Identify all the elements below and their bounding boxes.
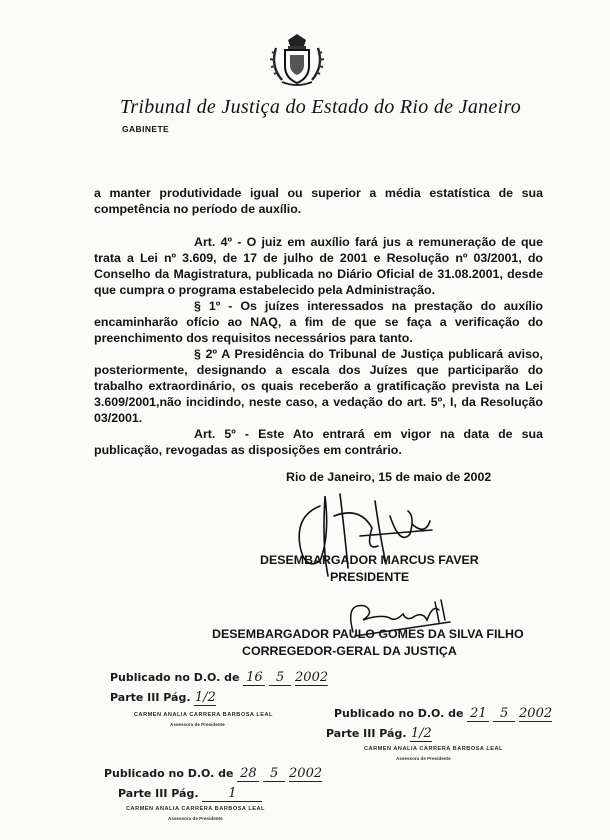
stamp-2-page-label: Parte III Pág. [326,727,407,740]
date-line: Rio de Janeiro, 15 de maio de 2002 [286,470,492,484]
stamp-3-clerk: CARMEN ANALIA CARRERA BARBOSA LEAL [126,806,265,812]
stamp-1-page: 1/2 [194,690,216,705]
stamp-2-month: 5 [493,706,515,722]
article-4: Art. 4º - O juiz em auxílio fará jus a remuneração de que trata a Lei nº 3.609, de 17 de julho de 2001 e Resolução nº 03/2001, do Conselho da Magistratura, publicada no Diário Oficial de 31.08.2001, desde que cumpra o programa estabelecido pela Administração. [94,235,543,297]
coat-of-arms-seal-icon [268,28,326,90]
stamp-1-clerk: CARMEN ANALIA CARRERA BARBOSA LEAL [134,712,273,718]
stamp-1-label: Publicado no D.O. de [110,671,240,684]
stamp-2-clerk: CARMEN ANALIA CARRERA BARBOSA LEAL [364,746,503,752]
stamp-3-page: 1 [202,786,262,802]
stamp-3-label: Publicado no D.O. de [104,767,234,780]
court-title: Tribunal de Justiça do Estado do Rio de Janeiro [120,96,522,118]
stamp-3-month: 5 [263,766,285,782]
stamp-3-clerk-role: Assessora de Presidente [168,816,223,821]
stamp-1-page-label: Parte III Pág. [110,691,191,704]
stamp-1-day: 16 [243,670,265,686]
publication-stamp-3 [104,766,322,782]
signatory-2-role: CORREGEDOR-GERAL DA JUSTIÇA [242,644,457,658]
stamp-3-day: 28 [237,766,259,782]
stamp-3-page-line [118,786,262,802]
signatory-2-name: DESEMBARGADOR PAULO GOMES DA SILVA FILHO [212,627,524,641]
signatory-1-role: PRESIDENTE [330,570,410,584]
stamp-1-clerk-role: Assessora de Presidente [170,722,225,727]
signatory-1-name: DESEMBARGADOR MARCUS FAVER [260,553,479,567]
article-4-paragraph-1: § 1º - Os juízes interessados na prestação do auxílio encaminharão ofício ao NAQ, a fim de que se faça a verificação do preenchimento dos requisitos necessários para tanto. [94,299,543,345]
stamp-3-page-label: Parte III Pág. [118,787,199,800]
stamp-2-page-line [326,726,432,742]
stamp-1-month: 5 [269,670,291,686]
stamp-2-page: 1/2 [410,726,432,741]
publication-stamp-2 [334,706,552,722]
department-label: GABINETE [122,124,170,134]
stamp-1-page-line [110,690,216,706]
stamp-2-label: Publicado no D.O. de [334,707,464,720]
publication-stamp-1 [110,670,328,686]
article-4-paragraph-2: § 2º A Presidência do Tribunal de Justiça publicará aviso, posteriormente, designando a escala dos Juízes que participarão do trabalho extraordinário, os quais receberão a gratificação prevista na Lei 3.609/2001,não incidindo, neste caso, a vedação do art. 5º, I, da Resolução 03/2001. [94,347,543,425]
signature-paulo-gomes [335,592,455,652]
paragraph-continuation: a manter produtividade igual ou superior a média estatística de sua competência no período de auxílio. [94,186,543,216]
article-5: Art. 5º - Este Ato entrará em vigor na data de sua publicação, revogadas as disposições em contrário. [94,427,543,457]
stamp-2-clerk-role: Assessora de Presidente [396,756,451,761]
stamp-2-year: 2002 [519,706,553,721]
stamp-1-year: 2002 [295,670,329,685]
stamp-2-day: 21 [467,706,489,722]
stamp-3-year: 2002 [289,766,323,781]
